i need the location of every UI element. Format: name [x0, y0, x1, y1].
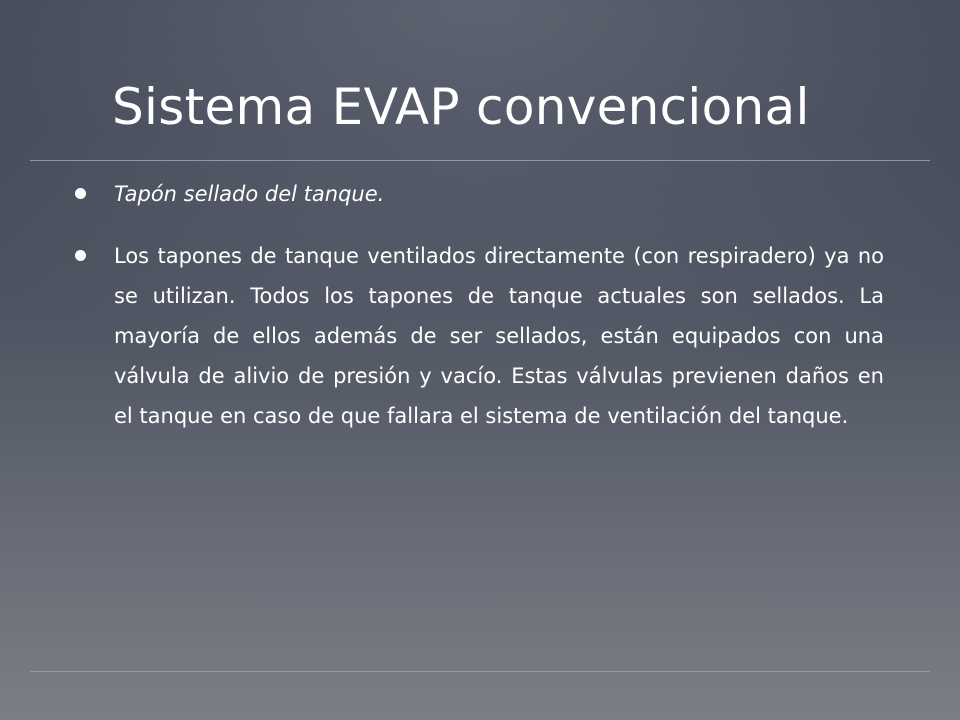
bullet-item	[74, 174, 884, 214]
slide-title: Sistema EVAP convencional	[112, 78, 810, 136]
bullet-text: Tapón sellado del tanque.	[114, 182, 385, 206]
bullet-item	[74, 236, 884, 436]
title-divider	[30, 160, 930, 161]
bullet-text: Los tapones de tanque ventilados directamente (con respiradero) ya no se utilizan. Todos los tapones de tanque actuales son sellados. La mayoría de ellos además de ser sellados, están equipados con una válvula de alivio de presión y vacío. Estas válvulas previenen daños en el tanque en caso de que fallara el sistema de ventilación del tanque.	[114, 244, 884, 428]
bullet-dot-icon	[75, 250, 86, 261]
bullet-list	[74, 174, 884, 436]
bullet-dot-icon	[75, 188, 86, 199]
footer-divider	[30, 671, 930, 672]
